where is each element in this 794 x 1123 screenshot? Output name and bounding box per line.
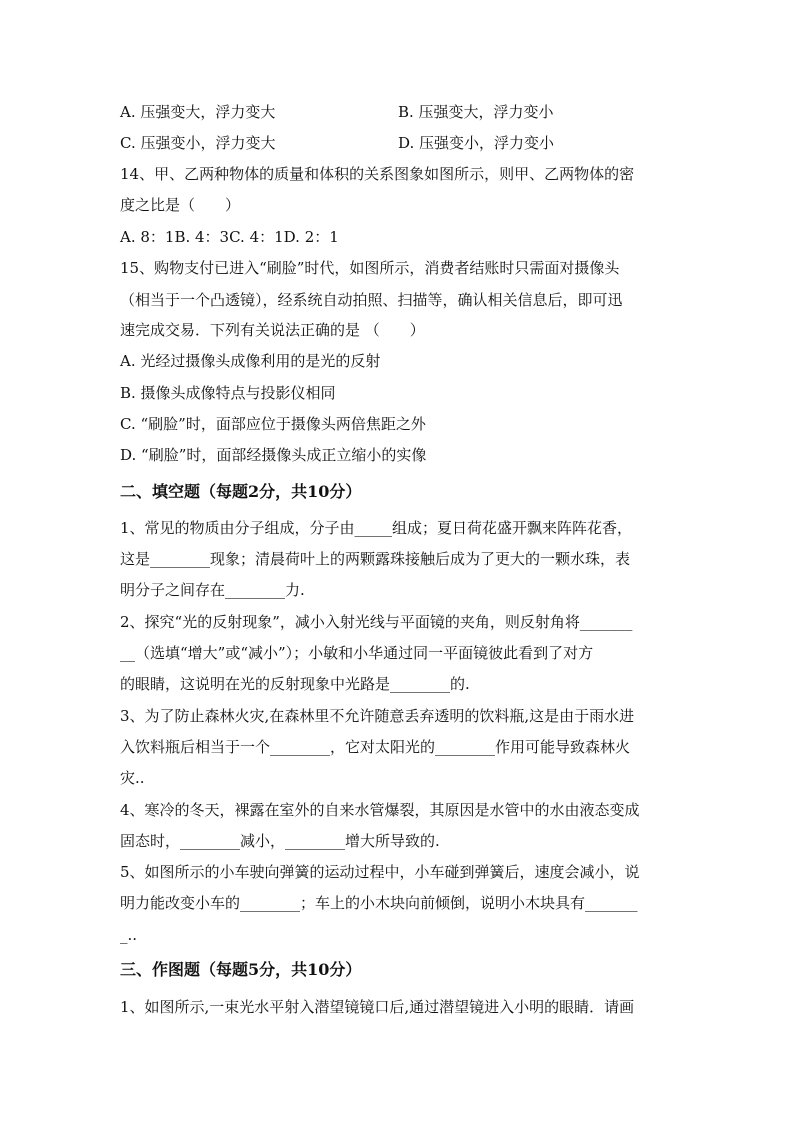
s2-q4-line-1: 4、寒冷的冬天，裸露在室外的自来水管爆裂，其原因是水管中的水由液态变成 <box>120 801 640 819</box>
s2-q5-line-2: 明力能改变小车的________；车上的小木块向前倾倒，说明小木块具有_______ <box>120 894 638 912</box>
s2-q2-line-2: __（选填“增大”或“减小”）；小敏和小华通过同一平面镜彼此看到了对方 <box>120 644 594 662</box>
q14-line-2: 度之比是（ ） <box>120 196 241 214</box>
section-2-heading: 二、填空题（每题2分，共10分） <box>120 482 362 501</box>
s2-q4-line-2: 固态时，________减小，________增大所导致的. <box>120 832 440 850</box>
q13-option-a: A. 压强变大，浮力变大 <box>120 103 276 121</box>
s3-q1-line-1: 1、如图所示,一束光水平射入潜望镜镜口后,通过潜望镜进入小明的眼睛．请画 <box>120 998 635 1016</box>
q15-option-b: B. 摄像头成像特点与投影仪相同 <box>120 384 336 402</box>
s2-q3-line-3: 灾.. <box>120 769 145 787</box>
s2-q5-line-1: 5、如图所示的小车驶向弹簧的运动过程中，小车碰到弹簧后，速度会减小，说 <box>120 863 640 881</box>
q14-options: A. 8：1B. 4：3C. 4：1D. 2：1 <box>120 228 339 246</box>
s2-q2-line-3: 的眼睛，这说明在光的反射现象中光路是________的. <box>120 675 470 693</box>
q13-option-c: C. 压强变小，浮力变大 <box>120 134 276 152</box>
q15-line-1: 15、购物支付已进入“刷脸”时代，如图所示，消费者结账时只需面对摄像头 <box>120 259 620 277</box>
s2-q1-line-1: 1、常见的物质由分子组成，分子由_____组成；夏日荷花盛开飘来阵阵花香， <box>120 519 633 537</box>
s2-q3-line-2: 入饮料瓶后相当于一个________，它对太阳光的________作用可能导致森林火 <box>120 738 631 756</box>
q15-option-d: D. “刷脸”时，面部经摄像头成正立缩小的实像 <box>120 446 427 464</box>
s2-q2-line-1: 2、探究“光的反射现象”，减小入射光线与平面镜的夹角，则反射角将_______ <box>120 613 633 631</box>
s2-q3-line-1: 3、为了防止森林火灾,在森林里不允许随意丢弃透明的饮料瓶,这是由于雨水进 <box>120 707 635 725</box>
s2-q5-line-3: _.. <box>120 926 138 944</box>
section-3-heading: 三、作图题（每题5分，共10分） <box>120 960 362 979</box>
q15-line-3: 速完成交易．下列有关说法正确的是 （ ） <box>120 321 425 339</box>
q15-option-a: A. 光经过摄像头成像利用的是光的反射 <box>120 352 381 370</box>
s2-q1-line-2: 这是________现象；清晨荷叶上的两颗露珠接触后成为了更大的一颗水珠，表 <box>120 550 631 568</box>
q15-option-c: C. “刷脸”时，面部应位于摄像头两倍焦距之外 <box>120 415 426 433</box>
q13-option-d: D. 压强变小，浮力变小 <box>398 134 555 152</box>
s2-q1-line-3: 明分子之间存在________力. <box>120 581 305 599</box>
q13-option-b: B. 压强变大，浮力变小 <box>398 103 554 121</box>
q14-line-1: 14、甲、乙两种物体的质量和体积的关系图象如图所示，则甲、乙两物体的密 <box>120 165 635 183</box>
q15-line-2: （相当于一个凸透镜），经系统自动拍照、扫描等，确认相关信息后，即可迅 <box>120 291 623 309</box>
